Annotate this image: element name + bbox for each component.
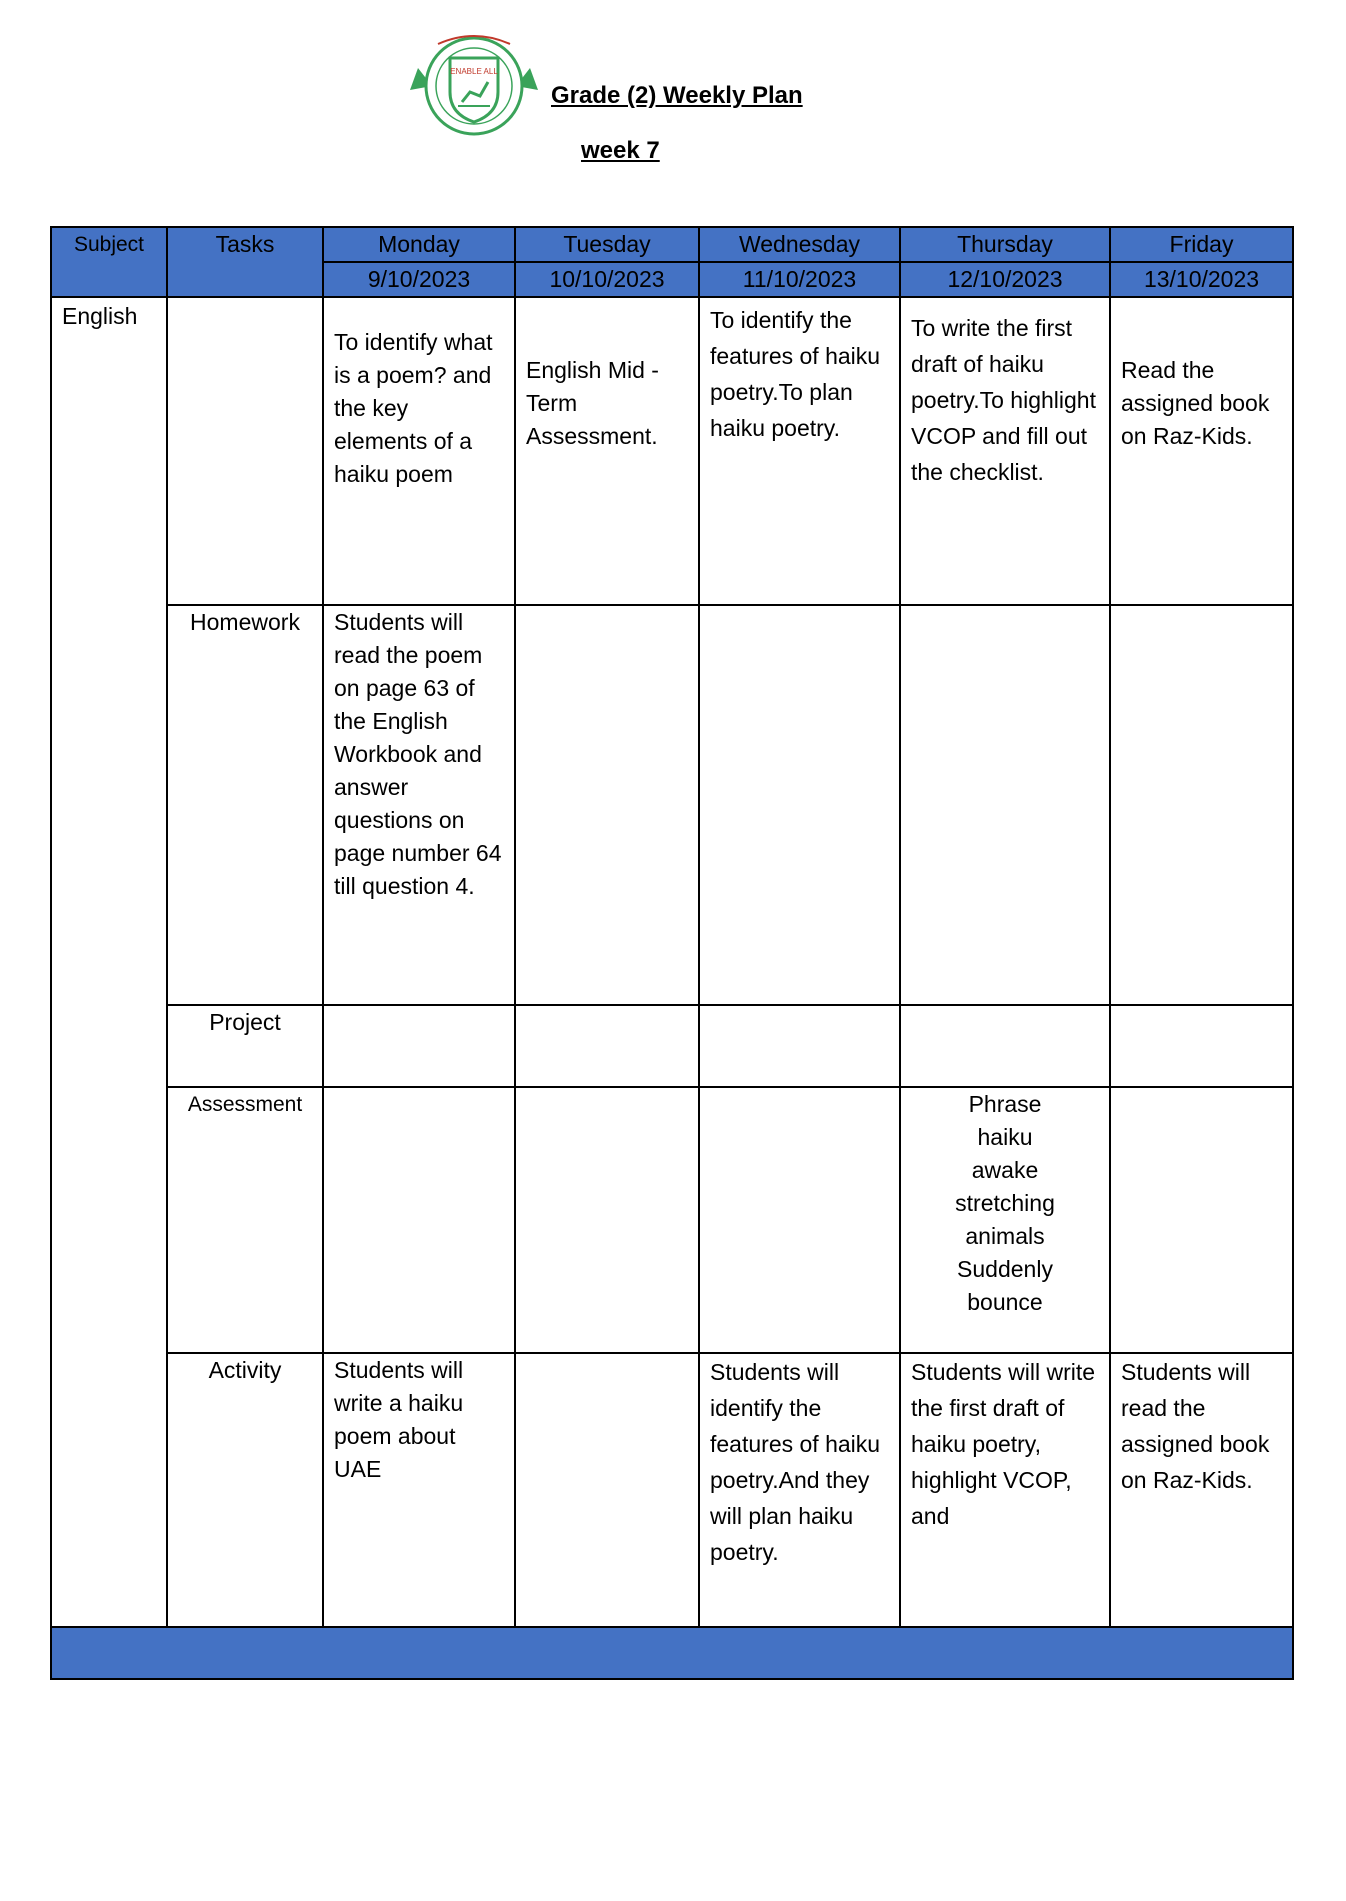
plan-cell	[699, 1005, 900, 1087]
date-monday: 9/10/2023	[323, 262, 515, 297]
task-cell	[167, 297, 323, 605]
plan-cell	[699, 1087, 900, 1353]
task-cell: Activity	[167, 1353, 323, 1627]
column-header-friday: Friday	[1110, 227, 1293, 262]
plan-cell	[900, 1005, 1110, 1087]
table-row	[51, 1087, 1293, 1353]
plan-cell	[900, 605, 1110, 1005]
plan-cell: Students will identify the features of haiku poetry.And they will plan haiku poetry.	[699, 1353, 900, 1627]
plan-cell: To identify the features of haiku poetry.To plan haiku poetry.	[699, 297, 900, 605]
plan-cell	[1110, 1087, 1293, 1353]
plan-cell: Students will write a haiku poem about UAE	[323, 1353, 515, 1627]
plan-cell: To identify what is a poem? and the key elements of a haiku poem	[323, 297, 515, 605]
school-logo	[410, 30, 538, 138]
table-footer-bar	[51, 1627, 1293, 1679]
date-thursday: 12/10/2023	[900, 262, 1110, 297]
table-header-row	[51, 227, 1293, 262]
table-row	[51, 297, 1293, 605]
logo-text: ENABLE ALL	[450, 67, 498, 76]
column-header-monday: Monday	[323, 227, 515, 262]
date-wednesday: 11/10/2023	[699, 262, 900, 297]
plan-cell	[323, 1087, 515, 1353]
plan-cell: English Mid - Term Assessment.	[515, 297, 699, 605]
date-friday: 13/10/2023	[1110, 262, 1293, 297]
column-header-tasks: Tasks	[167, 227, 323, 297]
plan-cell: Students will read the assigned book on Raz-Kids.	[1110, 1353, 1293, 1627]
plan-cell: Students will write the first draft of haiku poetry, highlight VCOP, and	[900, 1353, 1110, 1627]
column-header-wednesday: Wednesday	[699, 227, 900, 262]
table-row	[51, 605, 1293, 1005]
subject-cell: English	[51, 297, 167, 1627]
plan-cell	[515, 605, 699, 1005]
plan-cell: Students will read the poem on page 63 of the English Workbook and answer questions on page number 64 till question 4.	[323, 605, 515, 1005]
task-cell: Project	[167, 1005, 323, 1087]
column-header-thursday: Thursday	[900, 227, 1110, 262]
plan-cell	[515, 1087, 699, 1353]
plan-cell	[1110, 1005, 1293, 1087]
table-row	[51, 1005, 1293, 1087]
plan-cell: Read the assigned book on Raz-Kids.	[1110, 297, 1293, 605]
column-header-tuesday: Tuesday	[515, 227, 699, 262]
plan-cell	[515, 1005, 699, 1087]
plan-cell	[699, 605, 900, 1005]
plan-cell	[323, 1005, 515, 1087]
column-header-subject: Subject	[51, 227, 167, 297]
task-cell: Homework	[167, 605, 323, 1005]
week-label: week 7	[581, 137, 660, 164]
plan-cell: Phrase haiku awake stretching animals Suddenly bounce	[900, 1087, 1110, 1353]
task-cell: Assessment	[167, 1087, 323, 1353]
plan-cell: To write the first draft of haiku poetry.To highlight VCOP and fill out the checklist.	[900, 297, 1110, 605]
weekly-plan-table	[50, 226, 1294, 1680]
date-tuesday: 10/10/2023	[515, 262, 699, 297]
plan-cell	[515, 1353, 699, 1627]
plan-cell	[1110, 605, 1293, 1005]
page-title: Grade (2) Weekly Plan	[551, 82, 803, 109]
table-row	[51, 1353, 1293, 1627]
